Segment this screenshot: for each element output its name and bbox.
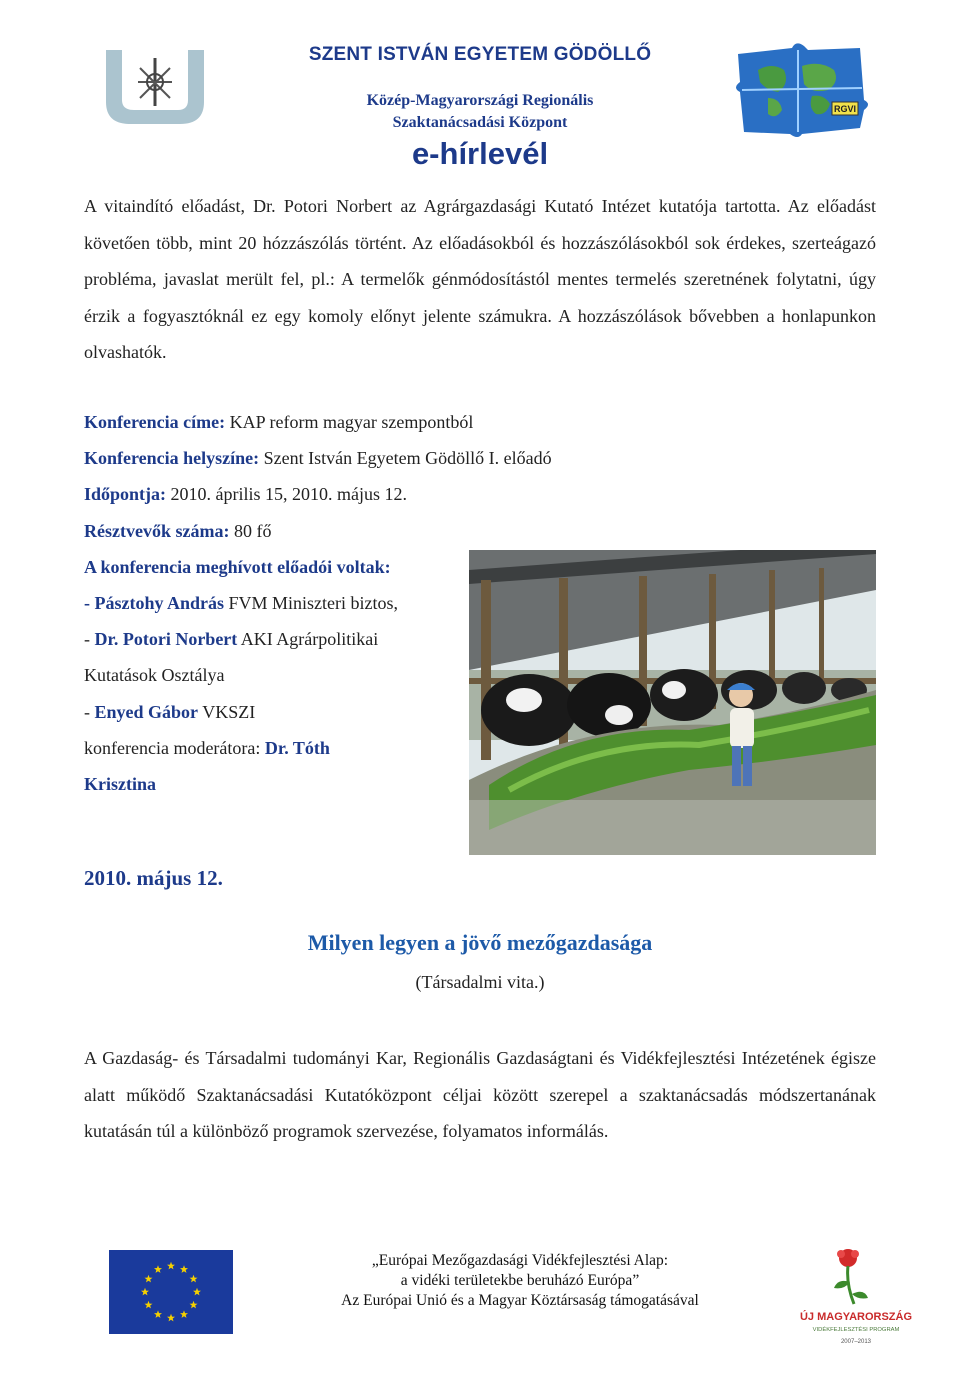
speaker-3-name: Enyed Gábor — [94, 701, 199, 722]
conference-participants-label: Résztvevők száma: — [84, 520, 230, 541]
article-body: A Gazdaság- és Társadalmi tudományi Kar, Regionális Gazdaságtani és Vidékfejlesztési Intézetének égisze alatt működő Szaktanácsadási Kutatóközpont céljai között szerepel a szaktanácsadás módszertanának kutatásán túl a különböző programok szervezése, folyamatos informálás. — [84, 1048, 876, 1141]
uj-magyarorszag-logo — [798, 1244, 914, 1348]
conference-venue-row — [84, 440, 552, 476]
speaker-3-dash: - — [84, 701, 95, 722]
footer-line-2: a vidéki területekbe beruházó Európa” — [400, 1272, 640, 1289]
center-name-line1: Közép-Magyarországi Regionális — [366, 92, 594, 109]
moderator-label: konferencia moderátora: — [84, 737, 265, 758]
footer-line-3: Az Európai Unió és a Magyar Köztársaság támogatásával — [341, 1292, 699, 1309]
moderator-name-1: Dr. Tóth — [264, 737, 330, 758]
conference-date-value: 2010. április 15, 2010. május 12. — [166, 484, 408, 505]
conference-venue-label: Konferencia helyszíne: — [84, 448, 260, 469]
conference-venue-value: Szent István Egyetem Gödöllő I. előadó — [259, 448, 552, 469]
speaker-1-role: FVM Miniszteri biztos, — [224, 593, 399, 614]
footer-funding-text — [280, 1251, 760, 1311]
speakers-heading — [84, 549, 484, 585]
center-name-line2: Szaktanácsadási Központ — [392, 114, 568, 131]
moderator-name-2: Krisztina — [84, 774, 156, 795]
conference-date-row — [84, 476, 484, 512]
conference-title-value: KAP reform magyar szempontból — [225, 412, 474, 432]
rgvi-badge-text: RGVI — [833, 104, 857, 114]
speaker-2 — [84, 621, 484, 657]
speaker-2-role: AKI Agrárpolitikai — [237, 629, 379, 650]
speaker-2-dash: - — [84, 629, 95, 650]
conference-participants-row — [84, 513, 484, 549]
speaker-3-role: VKSZI — [198, 701, 256, 722]
newsletter-title: e-hírlevél — [411, 136, 549, 171]
conference-title-row — [84, 404, 484, 440]
university-name: SZENT ISTVÁN EGYETEM GÖDÖLLŐ — [308, 44, 652, 65]
um-logo-title: ÚJ MAGYARORSZÁG — [799, 1311, 913, 1323]
speaker-1 — [84, 585, 484, 621]
um-logo-years: 2007–2013 — [840, 1339, 872, 1345]
intro-section — [84, 188, 876, 371]
speaker-2-name: Dr. Potori Norbert — [94, 629, 238, 650]
conference-title-label: Konferencia címe: — [84, 412, 226, 432]
um-logo-subtitle: VIDÉKFEJLESZTÉSI PROGRAM — [812, 1327, 900, 1333]
speaker-1-name: - Pásztohy András — [84, 593, 225, 614]
conference-date-label: Időpontja: — [84, 484, 167, 505]
moderator — [84, 730, 484, 766]
speaker-3 — [84, 694, 484, 730]
cow-barn-photo — [469, 550, 876, 855]
article-date: 2010. május 12. — [84, 866, 223, 890]
footer-line-1: „Európai Mezőgazdasági Vidékfejlesztési Alap: — [371, 1252, 669, 1269]
article-subtitle: (Társadalmi vita.) — [415, 972, 545, 992]
conference-details — [84, 404, 552, 802]
moderator-cont — [84, 766, 484, 802]
intro-paragraph: A vitaindító előadást, Dr. Potori Norbert az Agrárgazdasági Kutató Intézet kutatója tartotta. Az előadást követően több, mint 20 hózzászólás történt. Az előadásokból és hozzászólásokból sok érdekes, szerteágazó probléma, javaslat merült fel, pl.: A termelők génmódosítástól mentes termelés szeretnének folytatni, úgy érzik a fogyasztóknál ez egy komoly előnyt jelente számukra. A hozzászólások bővebben a honlapunkon olvashatók. — [84, 196, 876, 362]
eu-flag-icon — [109, 1250, 233, 1334]
puzzle-globe-logo — [732, 40, 872, 140]
conference-participants-value: 80 fő — [229, 520, 272, 541]
speakers-heading-text: A konferencia meghívott előadói voltak: — [84, 556, 391, 577]
article-title: Milyen legyen a jövő mezőgazdasága — [307, 930, 653, 955]
speaker-2-cont: Kutatások Osztálya — [84, 665, 225, 686]
